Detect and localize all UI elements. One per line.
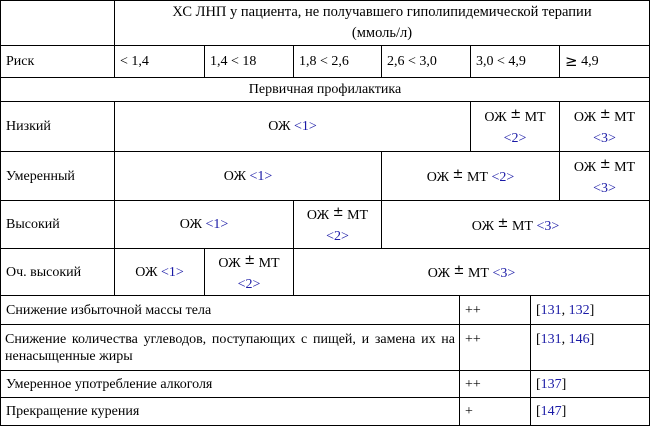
very-high-cell-1 [115, 249, 204, 295]
reference-link[interactable]: <2> [503, 131, 527, 146]
moderate-cell-2 [382, 152, 559, 200]
cell-text: МТ [467, 266, 489, 281]
level-label-very-high: Оч. высокий [6, 264, 82, 280]
reference-link[interactable]: 146 [568, 332, 590, 347]
plus-minus-symbol: ± [497, 215, 509, 231]
grade-alcohol: ++ [465, 376, 481, 392]
measure-carbohydrates: Снижение количества углеводов, поступающих с пищей, и замена их на ненасыщенные жиры [5, 332, 455, 364]
low-cell-2 [471, 102, 559, 151]
grade-weight-loss: ++ [465, 302, 481, 318]
low-cell-3 [560, 102, 649, 151]
very-high-cell-3 [294, 249, 649, 295]
header-title [115, 1, 649, 45]
very-high-cell-2 [205, 249, 293, 295]
cell-text: ОЖ [306, 208, 330, 223]
high-cell-3 [382, 201, 649, 248]
risk-label: Риск [6, 54, 35, 69]
measure-weight-loss: Снижение избыточной массы тела [6, 302, 212, 318]
risk-range-6 [560, 46, 649, 77]
cell-text: ОЖ [179, 217, 202, 232]
cell-text: ОЖ [426, 170, 450, 185]
risk-range-3: 1,8 < 2,6 [299, 54, 349, 69]
greater-equal-symbol: ≥ [565, 52, 578, 70]
high-cell-1 [115, 201, 293, 248]
refs-carbohydrates: [131, 146] [536, 332, 595, 347]
cell-text: МТ [347, 208, 369, 223]
reference-link[interactable]: 147 [540, 404, 562, 419]
header-title-line2: (ммоль/л) [351, 25, 413, 41]
level-label-high: Высокий [6, 217, 60, 232]
reference-link[interactable]: <2> [326, 229, 349, 244]
plus-minus-symbol: ± [599, 107, 611, 122]
plus-minus-symbol: ± [452, 167, 464, 182]
reference-link[interactable]: <2> [491, 170, 515, 185]
level-label-moderate: Умеренный [6, 168, 75, 184]
cell-text: ОЖ [268, 119, 291, 134]
cell-text: ОЖ [427, 266, 451, 281]
refs-alcohol: [137] [536, 376, 567, 392]
plus-minus-symbol: ± [332, 205, 344, 220]
reference-link[interactable]: <3> [593, 180, 616, 196]
reference-link[interactable]: 137 [540, 376, 562, 392]
section-title: Первичная профилактика [248, 82, 402, 97]
plus-minus-symbol: ± [510, 107, 522, 122]
plus-minus-symbol: ± [599, 156, 611, 172]
risk-range-2: 1,4 < 18 [210, 54, 257, 69]
reference-link[interactable]: <1> [294, 119, 317, 134]
plus-minus-symbol: ± [244, 252, 256, 268]
cell-text: ОЖ [135, 264, 158, 280]
moderate-cell-1 [115, 152, 381, 200]
measure-smoking: Прекращение курения [6, 404, 140, 419]
cell-text: ОЖ [471, 218, 495, 234]
cell-text: ОЖ [573, 110, 597, 125]
reference-link[interactable]: <2> [237, 276, 261, 292]
moderate-cell-3 [560, 152, 649, 200]
refs-weight-loss: [131, 132] [536, 302, 595, 318]
plus-minus-symbol: ± [453, 263, 465, 278]
high-cell-2 [294, 201, 381, 248]
reference-link[interactable]: <1> [205, 217, 229, 232]
level-label-low: Низкий [6, 119, 51, 134]
grade-carbohydrates: ++ [465, 332, 481, 347]
cell-text: МТ [614, 159, 636, 175]
reference-link[interactable]: <3> [593, 131, 616, 146]
cell-text: МТ [614, 110, 636, 125]
reference-link[interactable]: <1> [249, 168, 273, 184]
reference-link[interactable]: <1> [161, 264, 184, 280]
reference-link[interactable]: <3> [536, 218, 560, 234]
risk-range-4: 2,6 < 3,0 [387, 54, 437, 69]
reference-link[interactable]: <3> [492, 266, 516, 281]
header-title-line1: ХС ЛНП у пациента, не получавшего гиполипидемической терапии [172, 4, 592, 20]
reference-link[interactable]: 132 [568, 302, 590, 318]
risk-range-6-value: 4,9 [581, 54, 599, 69]
cell-text: ОЖ [573, 159, 597, 175]
cell-text: МТ [466, 170, 488, 185]
grade-smoking: + [465, 404, 473, 419]
measure-alcohol: Умеренное употребление алкоголя [6, 376, 213, 392]
cell-text: МТ [258, 255, 280, 271]
risk-range-5: 3,0 < 4,9 [476, 54, 526, 69]
cell-text: ОЖ [223, 168, 246, 184]
cell-text: МТ [524, 110, 546, 125]
reference-link[interactable]: 131 [540, 332, 562, 347]
reference-link[interactable]: 131 [540, 302, 562, 318]
low-cell-1 [115, 102, 470, 151]
risk-range-1: < 1,4 [120, 54, 149, 69]
cell-text: МТ [511, 218, 533, 234]
cell-text: ОЖ [218, 255, 241, 271]
refs-smoking: [147] [536, 404, 567, 419]
cell-text: ОЖ [484, 110, 507, 125]
